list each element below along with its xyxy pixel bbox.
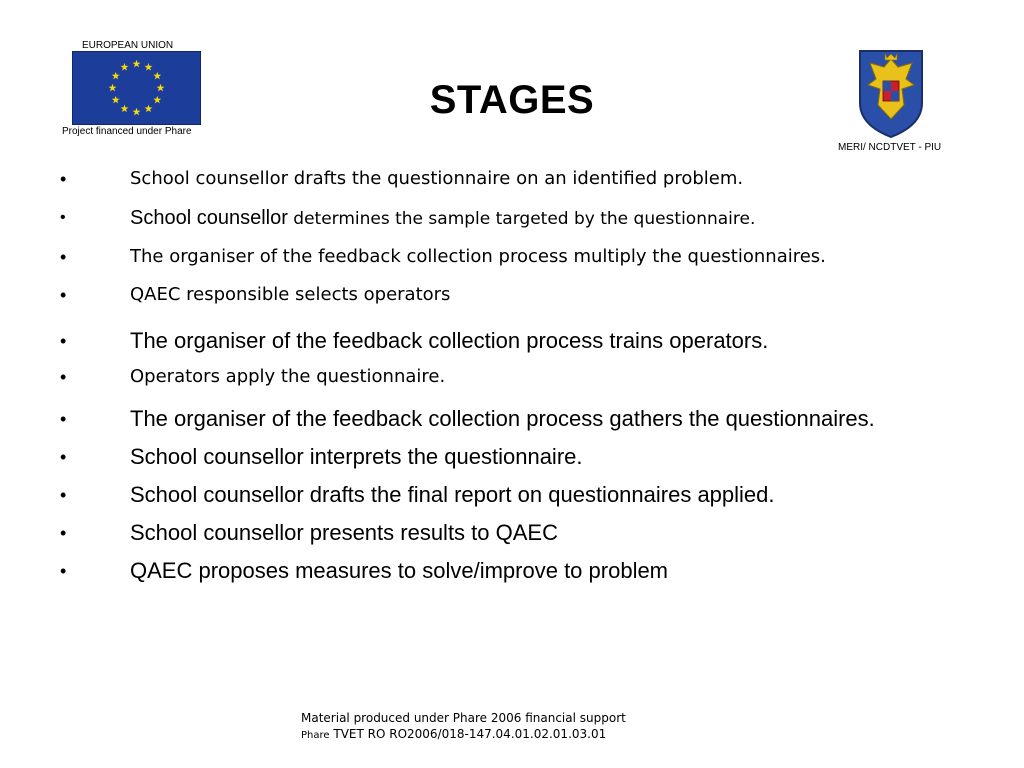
list-item — [60, 476, 990, 514]
footer-line-2 — [301, 726, 626, 744]
list-item — [60, 400, 990, 438]
meri-caption: MERI/ NCDTVET - PIU — [838, 142, 942, 153]
list-item-text-rest: determines the sample targeted by the questionnaire. — [287, 209, 756, 229]
list-item-text: The organiser of the feedback collection process multiply the questionnaires. — [130, 246, 826, 267]
eu-subcaption: Project financed under Phare — [62, 126, 192, 137]
bullet-marker: • — [60, 209, 66, 226]
bullet-marker: • — [60, 247, 67, 267]
eu-star-icon — [133, 60, 141, 68]
stages-list — [60, 168, 990, 590]
list-item — [60, 514, 990, 552]
list-item — [60, 206, 990, 232]
footer-line-1: Material produced under Phare 2006 financial support — [301, 711, 626, 725]
list-item-text: The organiser of the feedback collection process trains operators. — [130, 328, 769, 353]
eu-caption: EUROPEAN UNION — [82, 40, 174, 51]
eu-star-icon — [121, 63, 129, 71]
list-item — [60, 366, 990, 388]
eu-star-icon — [145, 63, 153, 71]
footer-prefix: Phare — [301, 730, 330, 741]
list-item — [60, 284, 990, 306]
bullet-marker: • — [60, 331, 67, 351]
romania-coat-of-arms-icon — [856, 45, 926, 140]
list-item — [60, 246, 990, 268]
list-item-text: QAEC proposes measures to solve/improve to problem — [130, 558, 669, 583]
bullet-marker: • — [60, 409, 67, 429]
page-title: STAGES — [429, 78, 595, 122]
bullet-marker: • — [60, 485, 67, 505]
list-item — [60, 322, 990, 360]
bullet-marker: • — [60, 447, 67, 467]
list-item-text: QAEC responsible selects operators — [130, 284, 451, 305]
list-item-text-lead: School counsellor — [130, 207, 288, 229]
list-item-text: The organiser of the feedback collection process gathers the questionnaires. — [130, 406, 875, 431]
list-item — [60, 168, 990, 190]
bullet-marker: • — [60, 561, 67, 581]
footer — [301, 710, 626, 744]
list-item-text: School counsellor drafts the final report on questionnaires applied. — [130, 482, 775, 507]
bullet-marker: • — [60, 169, 67, 189]
list-item-text: School counsellor drafts the questionnaire on an identified problem. — [130, 168, 744, 189]
footer-code: TVET RO RO2006/018-147.04.01.02.01.03.01 — [329, 727, 607, 741]
bullet-marker: • — [60, 367, 67, 387]
list-item — [60, 438, 990, 476]
list-item — [60, 552, 990, 590]
list-item-text: Operators apply the questionnaire. — [130, 366, 446, 387]
list-item-text: School counsellor interprets the questionnaire. — [130, 444, 583, 469]
bullet-marker: • — [60, 285, 67, 305]
list-item-text: School counsellor presents results to QAEC — [130, 520, 558, 545]
bullet-marker: • — [60, 523, 67, 543]
